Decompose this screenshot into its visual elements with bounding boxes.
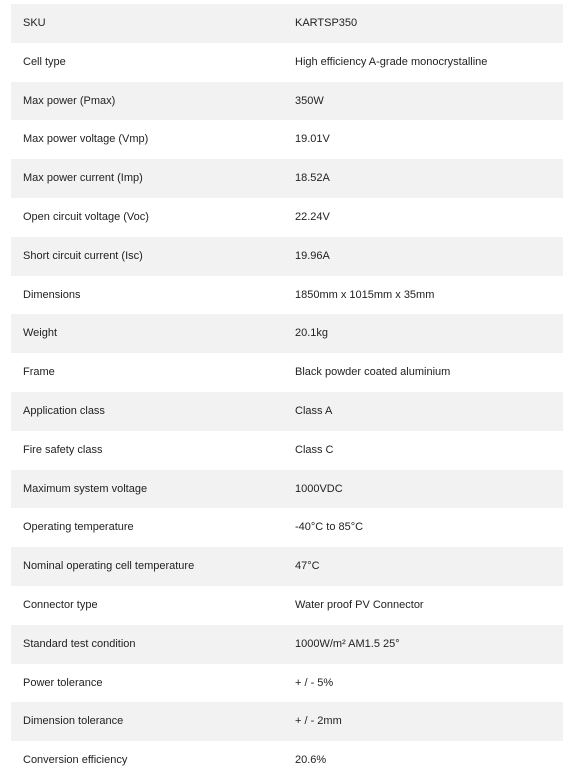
spec-label: Application class — [23, 404, 105, 417]
spec-label: Frame — [23, 366, 55, 379]
spec-label: Maximum system voltage — [23, 482, 148, 495]
spec-value: 1850mm x 1015mm x 35mm — [295, 288, 435, 301]
spec-label: Operating temperature — [23, 521, 134, 534]
spec-row-sku — [11, 4, 563, 43]
spec-row-power-tolerance — [11, 664, 563, 703]
spec-label: Dimension tolerance — [23, 715, 124, 728]
spec-label: Conversion efficiency — [23, 754, 128, 767]
spec-value: KARTSP350 — [295, 17, 358, 29]
spec-value: 22.24V — [295, 210, 330, 223]
spec-label: Power tolerance — [23, 676, 103, 689]
spec-label: Cell type — [23, 55, 66, 68]
spec-value: + / - 2mm — [295, 715, 342, 728]
spec-label: SKU — [23, 17, 46, 29]
spec-row-standard-test-condition — [11, 625, 563, 664]
spec-value: 47°C — [295, 560, 320, 573]
spec-row-maximum-system-voltage — [11, 470, 563, 509]
spec-label: Open circuit voltage (Voc) — [23, 210, 149, 223]
spec-row-frame — [11, 353, 563, 392]
spec-row-fire-safety-class — [11, 431, 563, 470]
spec-row-max-power — [11, 82, 563, 121]
spec-value: Class A — [295, 404, 333, 417]
spec-value: 20.1kg — [295, 327, 329, 340]
specifications-table — [11, 4, 563, 780]
spec-value: 18.52A — [295, 172, 330, 185]
spec-value: 350W — [295, 94, 324, 107]
spec-row-conversion-efficiency — [11, 741, 563, 780]
spec-label: Dimensions — [23, 288, 81, 301]
spec-value: Class C — [295, 443, 334, 456]
spec-row-nominal-operating-cell-temperature — [11, 547, 563, 586]
spec-label: Standard test condition — [23, 637, 136, 650]
specifications-body — [11, 4, 563, 780]
spec-label: Connector type — [23, 598, 98, 611]
spec-value: Water proof PV Connector — [295, 598, 424, 611]
spec-row-dimensions — [11, 276, 563, 315]
spec-label: Nominal operating cell temperature — [23, 560, 195, 573]
spec-value: 19.01V — [295, 133, 330, 146]
spec-row-short-circuit-current — [11, 237, 563, 276]
spec-value: + / - 5% — [295, 676, 334, 689]
spec-row-operating-temperature — [11, 508, 563, 547]
spec-value: 1000W/m² AM1.5 25° — [295, 637, 400, 650]
spec-label: Weight — [23, 327, 58, 340]
spec-row-max-power-voltage — [11, 120, 563, 159]
spec-label: Max power (Pmax) — [23, 94, 116, 107]
spec-value: -40°C to 85°C — [295, 521, 364, 534]
spec-row-open-circuit-voltage — [11, 198, 563, 237]
spec-row-max-power-current — [11, 159, 563, 198]
spec-row-application-class — [11, 392, 563, 431]
spec-value: 1000VDC — [295, 482, 343, 495]
spec-row-cell-type — [11, 43, 563, 82]
spec-row-connector-type — [11, 586, 563, 625]
spec-label: Fire safety class — [23, 443, 103, 456]
spec-row-weight — [11, 314, 563, 353]
spec-label: Short circuit current (Isc) — [23, 249, 143, 262]
spec-label: Max power voltage (Vmp) — [23, 133, 149, 146]
spec-label: Max power current (Imp) — [23, 172, 143, 185]
spec-row-dimension-tolerance — [11, 702, 563, 741]
spec-value: Black powder coated aluminium — [295, 366, 451, 379]
spec-value: 20.6% — [295, 754, 327, 767]
spec-value: High efficiency A-grade monocrystalline — [295, 55, 488, 68]
spec-value: 19.96A — [295, 249, 330, 262]
